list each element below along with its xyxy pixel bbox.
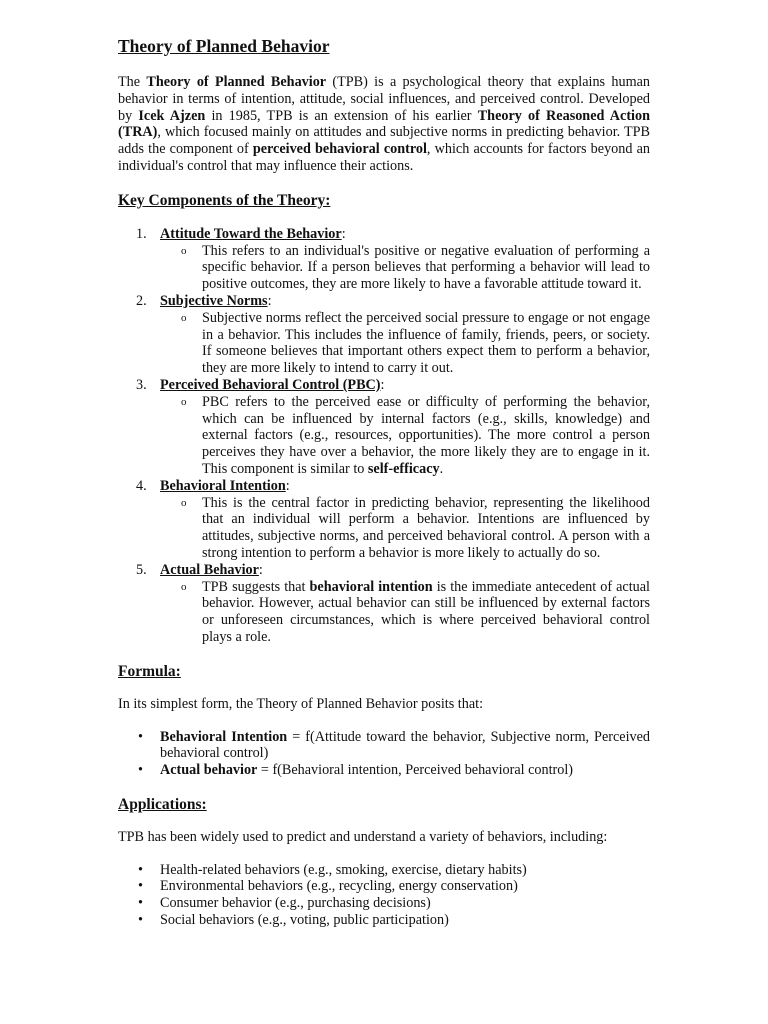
intro-text-1: The — [118, 74, 147, 90]
component-desc-text: This refers to an individual's positive or negative evaluation of performing a specific behavior. If a person believes that performing a behavior will lead to positive outcomes, they are more likely to have a favorable attitude toward it. — [202, 242, 650, 293]
components-heading: Key Components of the Theory: — [118, 191, 331, 209]
component-item — [118, 478, 650, 562]
formula-expression: = f(Attitude toward the behavior, Subjective norm, Perceived behavioral control) — [160, 728, 650, 762]
component-desc-text: TPB suggests that — [202, 578, 310, 595]
application-text: Consumer behavior (e.g., purchasing decisions) — [160, 895, 431, 912]
component-colon: : — [341, 225, 346, 242]
intro-text-4: , which focused mainly on attitudes and subjective norms in predicting behavior. TPB adds the component of — [118, 124, 650, 158]
component-colon: : — [267, 292, 272, 309]
component-title: Attitude Toward the Behavior — [160, 225, 342, 242]
component-description — [181, 578, 650, 646]
intro-bold-tra: Theory of Reasoned Action (TRA) — [118, 107, 650, 141]
application-text: Social behaviors (e.g., voting, public participation) — [160, 912, 449, 929]
bullet-icon: • — [138, 861, 143, 878]
component-title: Behavioral Intention — [160, 477, 286, 494]
component-colon: : — [258, 561, 263, 578]
applications-intro: TPB has been widely used to predict and understand a variety of behaviors, including: — [118, 828, 608, 845]
component-number: 5. — [136, 561, 147, 578]
intro-text-2: (TPB) is a psychological theory that explains human behavior in terms of intention, attitude, social influences, and perceived control. Developed by — [118, 74, 650, 124]
formula-list — [118, 729, 650, 779]
component-number: 2. — [136, 292, 147, 309]
formula-intro: In its simplest form, the Theory of Planned Behavior posits that: — [118, 695, 484, 712]
component-desc-text: Subjective norms reflect the perceived social pressure to engage or not engage in a behavior. This includes the influence of family, friends, peers, or society. If someone believes that important others expect them to perform a behavior, they are more likely to intend to carry it out. — [202, 309, 650, 377]
hollow-circle-bullet-icon: o — [181, 496, 187, 509]
component-title: Subjective Norms — [160, 292, 268, 309]
formula-term: Actual behavior — [160, 762, 258, 779]
application-text: Environmental behaviors (e.g., recycling, energy conservation) — [160, 878, 518, 895]
component-item — [118, 562, 650, 646]
component-colon: : — [380, 376, 385, 393]
application-item — [118, 878, 650, 895]
application-item — [118, 862, 650, 879]
formula-item — [118, 762, 650, 779]
formula-item — [118, 729, 650, 763]
intro-text-3: in 1985, TPB is an extension of his earlier — [205, 107, 478, 124]
applications-heading: Applications: — [118, 795, 207, 813]
intro-paragraph — [118, 74, 650, 175]
component-desc-end: is the immediate antecedent of actual behavior. However, actual behavior can still be influenced by external factors or unforeseen circumstances, which is where perceived behavioral control plays a role. — [202, 578, 650, 645]
component-number: 1. — [136, 225, 147, 242]
application-item — [118, 895, 650, 912]
document-title: Theory of Planned Behavior — [118, 36, 330, 56]
components-list — [118, 226, 650, 646]
bullet-icon: • — [138, 878, 143, 895]
component-item — [118, 226, 650, 293]
hollow-circle-bullet-icon: o — [181, 311, 187, 324]
component-desc-bold: self-efficacy — [367, 460, 440, 477]
application-item — [118, 912, 650, 929]
intro-bold-tpb: Theory of Planned Behavior — [146, 74, 327, 90]
hollow-circle-bullet-icon: o — [181, 395, 187, 408]
component-title: Actual Behavior — [160, 561, 259, 578]
component-desc-text: PBC refers to the perceived ease or difficulty of performing the behavior, which can be influenced by internal factors (e.g., skills, knowledge) and external factors (e.g., resources, opportunities). The more control a person perceives they have over a behavior, the more likely they are to engage in it. This component is similar to — [202, 393, 650, 477]
intro-text-5: , which accounts for factors beyond an individual's control that may influence their actions. — [118, 141, 650, 174]
hollow-circle-bullet-icon: o — [181, 244, 187, 257]
bullet-icon: • — [138, 912, 143, 929]
bullet-icon: • — [138, 762, 143, 779]
component-description — [181, 242, 650, 293]
component-colon: : — [285, 477, 290, 494]
intro-bold-pbc: perceived behavioral control — [252, 141, 427, 158]
hollow-circle-bullet-icon: o — [181, 580, 187, 593]
component-description — [181, 393, 650, 478]
bullet-icon: • — [138, 728, 143, 745]
formula-heading: Formula: — [118, 662, 181, 680]
component-number: 4. — [136, 477, 147, 494]
component-item — [118, 377, 650, 478]
component-desc-end: . — [439, 460, 444, 477]
applications-list — [118, 862, 650, 929]
component-number: 3. — [136, 376, 147, 393]
bullet-icon: • — [138, 895, 143, 912]
formula-term: Behavioral Intention — [160, 728, 288, 745]
component-description — [181, 309, 650, 377]
component-title: Perceived Behavioral Control (PBC) — [160, 376, 381, 393]
component-item — [118, 293, 650, 377]
component-desc-text: This is the central factor in predicting behavior, representing the likelihood that an individual will perform a behavior. Intentions are influenced by attitudes, subjective norms, and perceived behavioral control. A person with a strong intention to perform a behavior is more likely to actually do so. — [202, 494, 650, 561]
application-text: Health-related behaviors (e.g., smoking, exercise, dietary habits) — [160, 861, 527, 878]
formula-expression: = f(Behavioral intention, Perceived behavioral control) — [257, 762, 574, 779]
component-desc-bold: behavioral intention — [309, 578, 433, 595]
intro-bold-author: Icek Ajzen — [138, 107, 206, 124]
component-description — [181, 494, 650, 562]
